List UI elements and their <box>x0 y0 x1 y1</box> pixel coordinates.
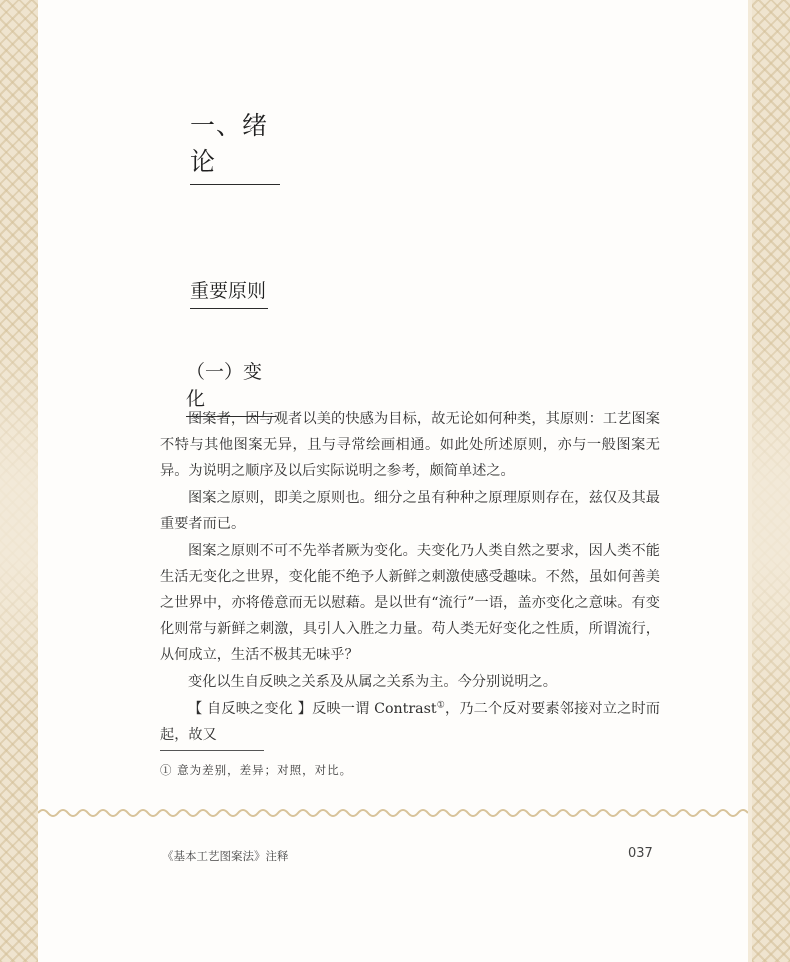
paragraph-text: ，乃二个反对要素邻接对立之时而起，故又 <box>160 701 660 743</box>
decorative-wave-divider <box>38 806 748 820</box>
chapter-title: 一、绪论 <box>190 106 280 185</box>
footnote-rule <box>160 750 264 751</box>
paragraph-text: 【 自反映之变化 】反映一谓 Contrast <box>188 701 437 717</box>
paragraph: 变化以生自反映之关系及从属之关系为主。今分别说明之。 <box>188 674 557 690</box>
section-title: 重要原则 <box>190 276 268 309</box>
paragraph: 图案者，因与观者以美的快感为目标，故无论如何种类，其原则：工艺图案不特与其他图案无异，且与寻常绘画相通。如此处所述原则，亦与一般图案无异。为说明之顺序及以后实际说明之参考，颇简单述之。 <box>160 411 660 479</box>
footnote-marker[interactable]: ① <box>436 700 445 711</box>
paragraph-contrast <box>160 696 660 748</box>
paragraph: 图案之原则，即美之原则也。细分之虽有种种之原理原则存在，兹仅及其最重要者而已。 <box>160 490 660 532</box>
page-number: 037 <box>628 846 653 861</box>
subsection-title: （一）变化 <box>186 357 276 417</box>
book-page <box>38 0 748 962</box>
paragraph: 图案之原则不可不先举者厥为变化。夫变化乃人类自然之要求，因人类不能生活无变化之世界，变化能不绝予人新鲜之刺激使感受趣味。不然，虽如何善美之世界中，亦将倦意而无以慰藉。是以世有“流行”一语，盖亦变化之意味。有变化则常与新鲜之刺激，具引人入胜之力量。苟人类无好变化之性质，所谓流行，从何成立，生活不极其无味乎？ <box>160 543 660 663</box>
left-border-pattern <box>0 0 38 962</box>
footer-book-title: 《基本工艺图案法》注释 <box>162 849 289 863</box>
right-border-pattern <box>752 0 790 962</box>
footnote: ① 意为差别，差异；对照，对比。 <box>160 763 353 777</box>
body-text <box>160 406 660 749</box>
